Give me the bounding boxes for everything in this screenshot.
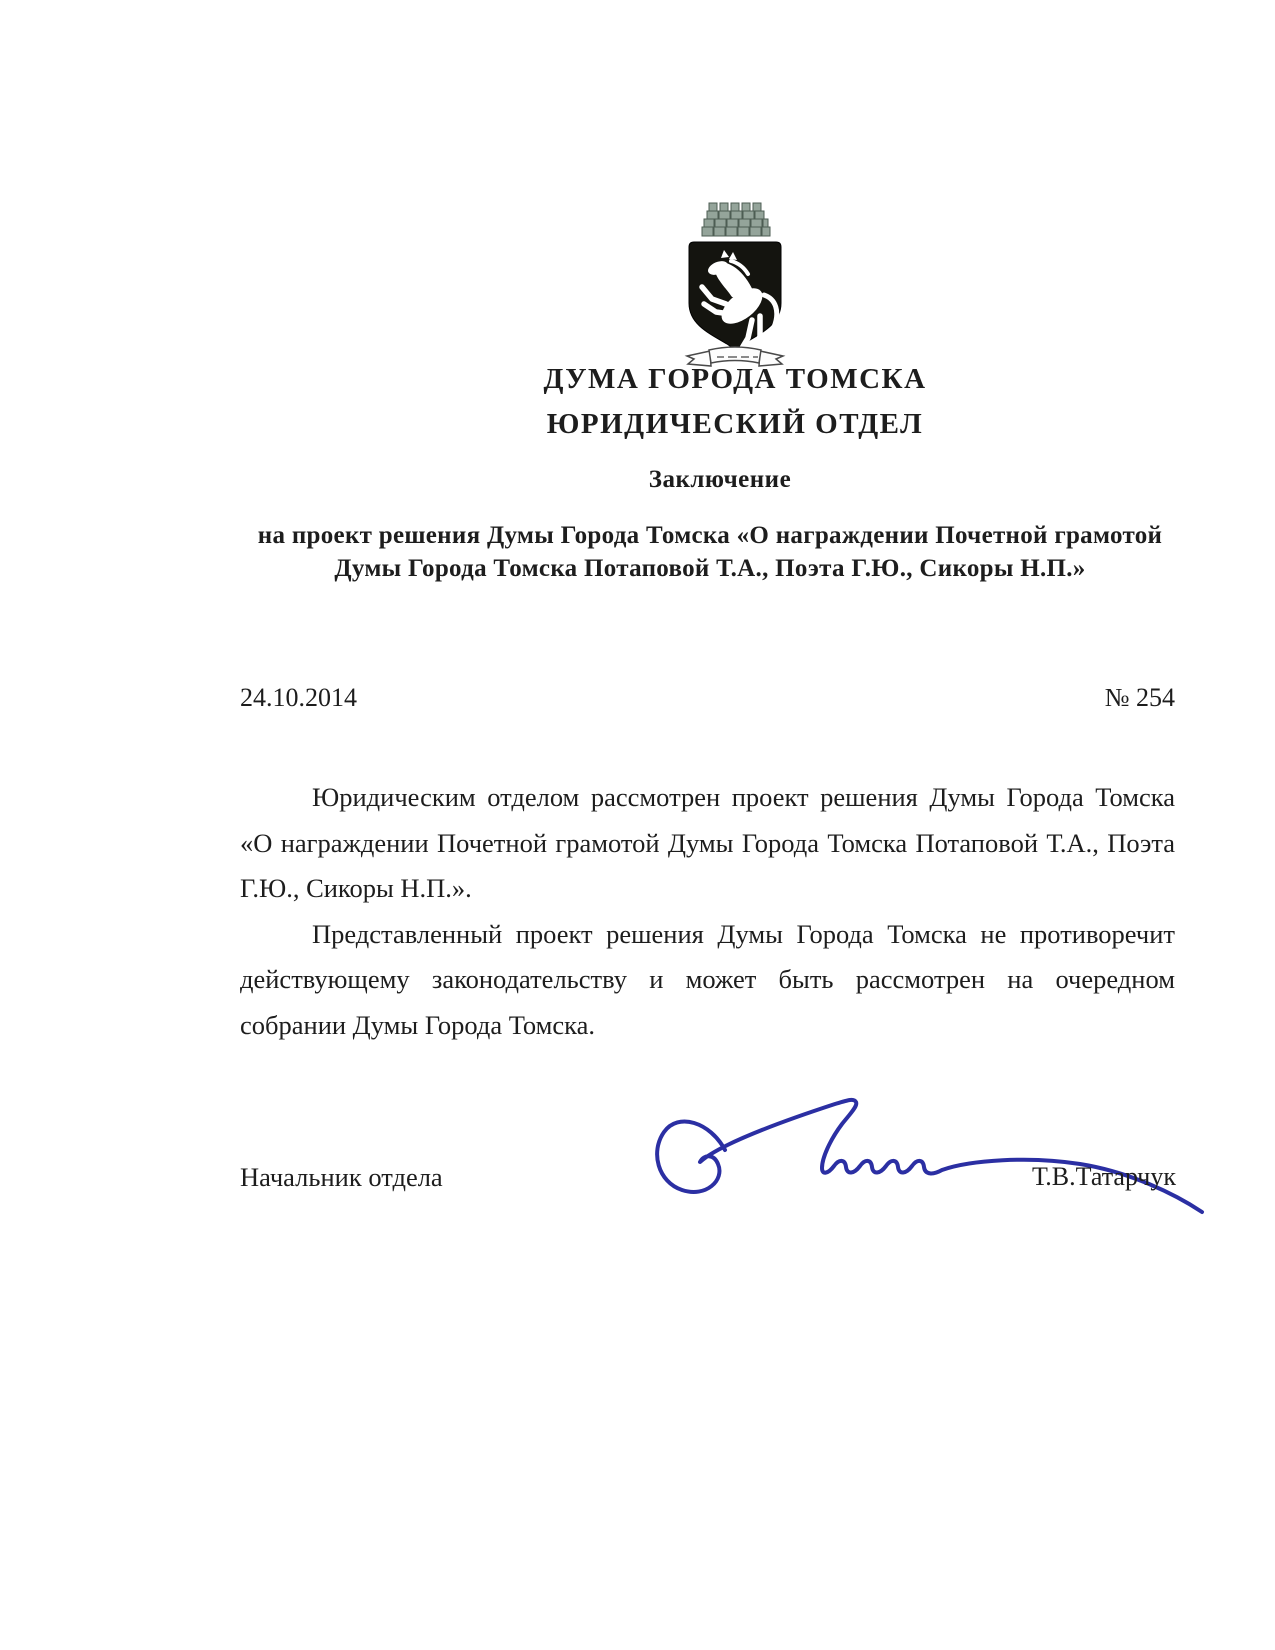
- document-title-line1: на проект решения Думы Города Томска «О награждении Почетной грамотой: [257, 522, 1163, 549]
- signature-stroke: [657, 1100, 1202, 1212]
- document-date: 24.10.2014: [240, 683, 357, 712]
- body-paragraph-1: Юридическим отделом рассмотрен проект решения Думы Города Томска «О награждении Почетной грамотой Думы Города Томска Потаповой Т.А., Поэта Г.Ю., Сикоры Н.П.».: [240, 782, 1175, 903]
- document-body: [240, 775, 1175, 1048]
- tomsk-coat-of-arms-emblem: [660, 200, 810, 372]
- mural-crown-icon: [702, 203, 770, 236]
- organization-name: ДУМА ГОРОДА ТОМСКА: [543, 363, 927, 395]
- document-title-line2: Думы Города Томска Потаповой Т.А., Поэта Г.Ю., Сикоры Н.П.»: [334, 555, 1086, 582]
- meta-row: [240, 683, 1175, 713]
- document-type-heading: Заключение: [648, 466, 792, 493]
- signer-name: Т.В.Татарчук: [1032, 1162, 1177, 1191]
- handwritten-signature: [630, 1072, 1255, 1222]
- document-title: [240, 519, 1180, 585]
- signer-position-label: Начальник отдела: [240, 1162, 443, 1192]
- department-name: ЮРИДИЧЕСКИЙ ОТДЕЛ: [546, 408, 924, 440]
- document-number: № 254: [1104, 683, 1175, 712]
- body-paragraph-2: Представленный проект решения Думы Города Томска не противоречит действующему законодательству и может быть рассмотрен на очередном собрании Думы Города Томска.: [240, 918, 1175, 1040]
